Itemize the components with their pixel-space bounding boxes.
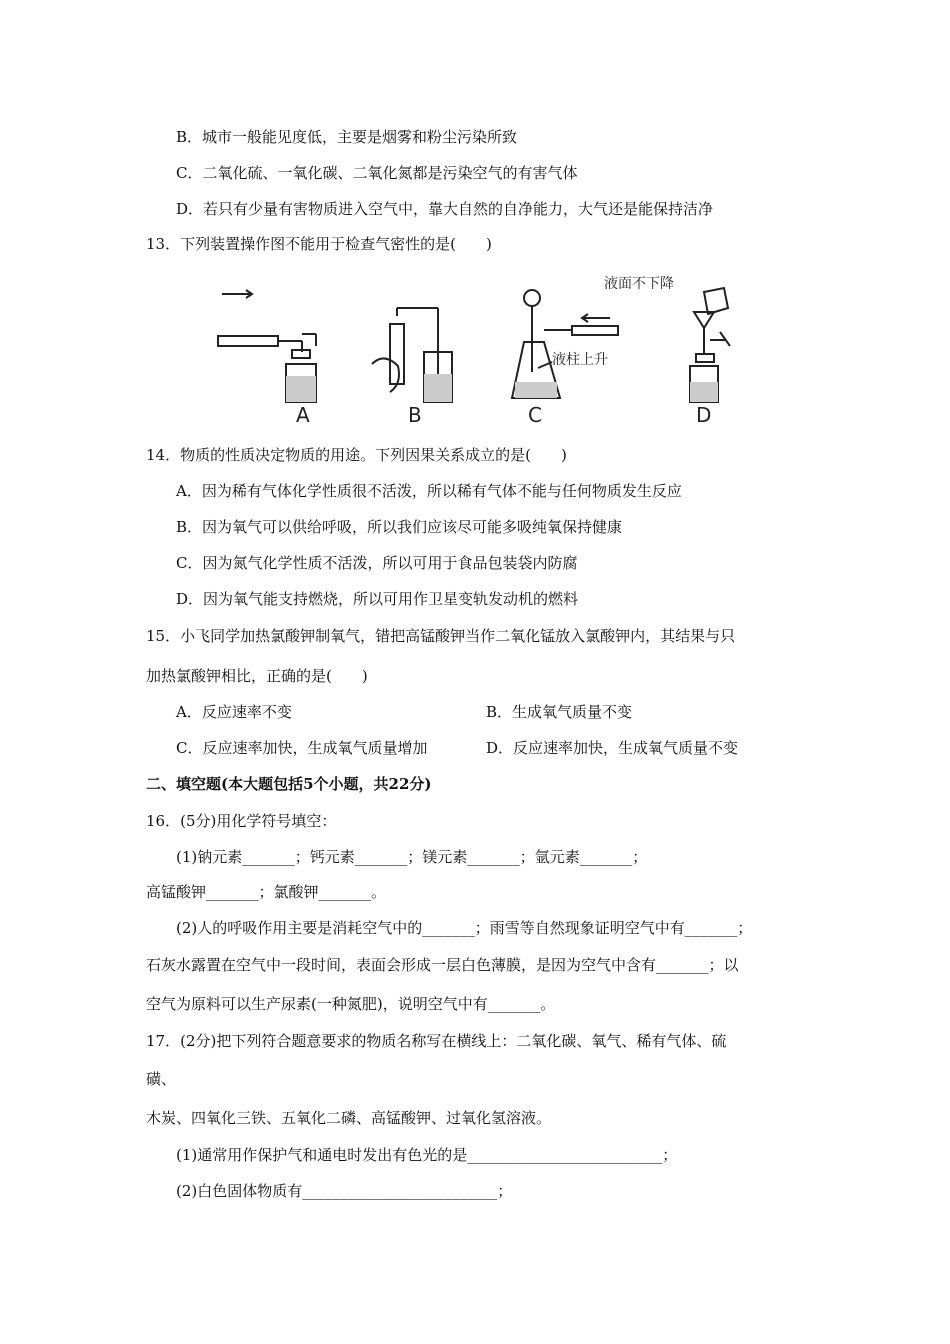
label-d: D <box>696 403 712 427</box>
label-b: B <box>408 403 422 427</box>
q17-stem-line3: 木炭、四氧化三铁、五氧化二磷、高锰酸钾、过氧化氢溶液。 <box>146 1109 552 1127</box>
q15-option-d: D．反应速率加快，生成氧气质量不变 <box>486 739 739 757</box>
q13-stem: 13．下列装置操作图不能用于检查气密性的是( ) <box>146 235 492 253</box>
q16-part2-line2: 石灰水露置在空气中一段时间，表面会形成一层白色薄膜，是因为空气中含有_______；以 <box>146 956 739 974</box>
apparatus-a <box>218 290 316 427</box>
q16-stem: 16．(5分)用化学符号填空： <box>146 812 337 830</box>
q16-part1-line2: 高锰酸钾_______；氯酸钾_______。 <box>146 883 387 901</box>
q16-part2-line1: (2)人的呼吸作用主要是消耗空气中的_______；雨雪等自然现象证明空气中有_______； <box>176 919 753 937</box>
annotation-liquid-column-rises: 液柱上升 <box>552 352 608 368</box>
q14-option-d: D．因为氧气能支持燃烧，所以可用作卫星变轨发动机的燃料 <box>176 590 579 608</box>
label-c: C <box>528 403 542 427</box>
apparatus-b <box>372 308 452 427</box>
q17-stem-line2: 磺、 <box>146 1070 177 1088</box>
q12-option-d: D．若只有少量有害物质进入空气中，靠大自然的自净能力，大气还是能保持洁净 <box>176 200 714 218</box>
q14-option-c: C．因为氮气化学性质不活泼，所以可用于食品包装袋内防腐 <box>176 554 578 572</box>
q16-part2-line3: 空气为原料可以生产尿素(一种氮肥)，说明空气中有_______。 <box>146 995 556 1013</box>
q14-stem: 14．物质的性质决定物质的用途。下列因果关系成立的是( ) <box>146 446 567 464</box>
section-2-title: 二、填空题(本大题包括5个小题，共22分) <box>146 775 432 793</box>
apparatus-c <box>512 290 618 427</box>
q15-stem-line2: 加热氯酸钾相比，正确的是( ) <box>146 667 368 685</box>
label-a: A <box>296 403 310 427</box>
annotation-liquid-level-not-drop: 液面不下降 <box>604 276 674 292</box>
q14-option-b: B．因为氧气可以供给呼吸，所以我们应该尽可能多吸纯氧保持健康 <box>176 518 623 536</box>
q15-stem-line1: 15．小飞同学加热氯酸钾制氧气，错把高锰酸钾当作二氧化锰放入氯酸钾内，其结果与只 <box>146 627 736 645</box>
q14-option-a: A．因为稀有气体化学性质很不活泼，所以稀有气体不能与任何物质发生反应 <box>176 482 682 500</box>
q16-part1-line1: (1)钠元素_______；钙元素_______；镁元素_______；氩元素_______； <box>176 848 648 866</box>
q17-part1: (1)通常用作保护气和通电时发出有色光的是__________________________； <box>176 1146 678 1164</box>
q15-option-b: B．生成氧气质量不变 <box>486 703 633 721</box>
q17-stem-line1: 17．(2分)把下列符合题意要求的物质名称写在横线上：二氧化碳、氧气、稀有气体、硫 <box>146 1032 727 1050</box>
q12-option-c: C．二氧化硫、一氧化碳、二氧化氮都是污染空气的有害气体 <box>176 164 578 182</box>
q17-part2: (2)白色固体物质有__________________________； <box>176 1182 513 1200</box>
q12-option-b: B．城市一般能见度低，主要是烟雾和粉尘污染所致 <box>176 128 518 146</box>
q15-option-a: A．反应速率不变 <box>176 703 292 721</box>
apparatus-d <box>604 275 730 427</box>
q15-option-c: C．反应速率加快，生成氧气质量增加 <box>176 739 428 757</box>
airtightness-apparatus-figure <box>212 272 752 432</box>
